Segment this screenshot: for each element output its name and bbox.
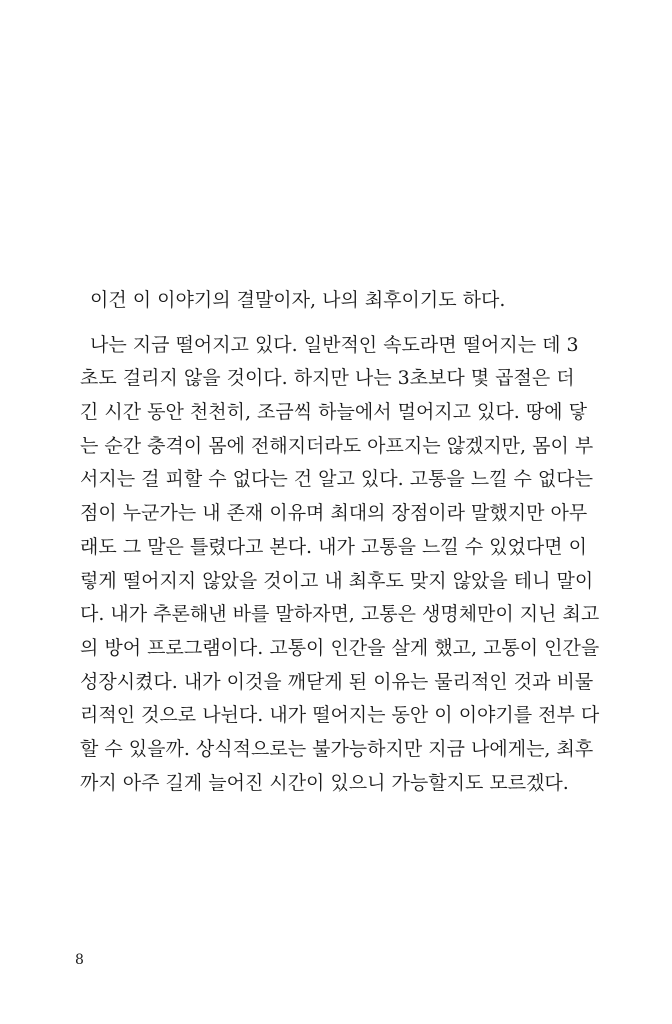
paragraph-2 xyxy=(80,329,600,801)
text-line: 이건 이 이야기의 결말이자, 나의 최후이기도 하다. xyxy=(90,289,506,311)
body-text xyxy=(80,284,600,800)
text-line: 할 수 있을까. 상식적으로는 불가능하지만 지금 나에게는, 최후 xyxy=(80,737,594,760)
text-line: 다. 내가 추론해낸 바를 말하자면, 고통은 생명체만이 지닌 최고 xyxy=(80,603,600,626)
text-line: 나는 지금 떨어지고 있다. 일반적인 속도라면 떨어지는 데 3 xyxy=(90,333,579,356)
text-line: 까지 아주 길게 늘어진 시간이 있으니 가능할지도 모르겠다. xyxy=(80,771,569,794)
text-line: 래도 그 말은 틀렸다고 본다. 내가 고통을 느낄 수 있었다면 이 xyxy=(80,535,587,558)
text-line: 서지는 걸 피할 수 없다는 건 알고 있다. 고통을 느낄 수 없다는 xyxy=(80,468,593,491)
paragraph-1 xyxy=(80,284,548,318)
text-line: 는 순간 충격이 몸에 전해지더라도 아프지는 않겠지만, 몸이 부 xyxy=(80,434,594,457)
text-line: 긴 시간 동안 천천히, 조금씩 하늘에서 멀어지고 있다. 땅에 닿 xyxy=(80,401,587,424)
text-line: 성장시켰다. 내가 이것을 깨닫게 된 이유는 물리적인 것과 비물 xyxy=(80,670,594,693)
text-line: 리적인 것으로 나뉜다. 내가 떨어지는 동안 이 이야기를 전부 다 xyxy=(80,704,600,727)
text-line: 의 방어 프로그램이다. 고통이 인간을 살게 했고, 고통이 인간을 xyxy=(80,636,600,659)
text-line: 점이 누군가는 내 존재 이유며 최대의 장점이라 말했지만 아무 xyxy=(80,502,588,525)
page-number: 8 xyxy=(75,952,84,968)
text-line: 렇게 떨어지지 않았을 것이고 내 최후도 맞지 않았을 테니 말이 xyxy=(80,569,594,592)
text-line: 초도 걸리지 않을 것이다. 하지만 나는 3초보다 몇 곱절은 더 xyxy=(80,367,575,390)
